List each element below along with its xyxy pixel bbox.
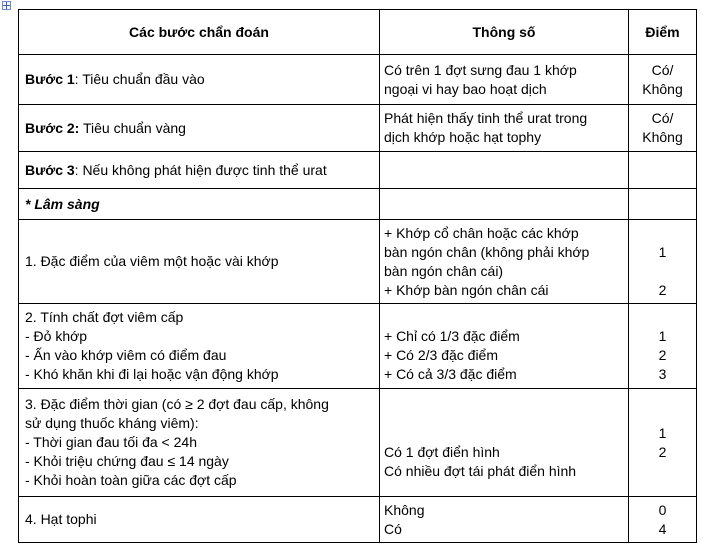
step2-score-line: Có/ (651, 110, 674, 126)
item3-param: Có nhiều đợt tái phát điển hình (384, 462, 577, 479)
step1-text: : Tiêu chuẩn đầu vào (74, 71, 205, 87)
clinical-title: * Lâm sàng (25, 195, 100, 212)
step1-score-line: Có/ (651, 61, 674, 78)
item2-line: - Đỏ khớp (25, 328, 88, 344)
item1-cell: 1. Đặc điểm của viêm một hoặc vài khớp (19, 220, 380, 304)
step1-score (629, 55, 697, 105)
item3-params (380, 389, 629, 497)
step2-label: Bước 2: (25, 119, 80, 136)
item4-score: 4 (658, 520, 667, 537)
item2-line: 2. Tính chất đợt viêm cấp (25, 309, 184, 325)
step2-score-line: Không (642, 129, 683, 145)
item2-param: + Có cả 3/3 đặc điểm (384, 366, 517, 382)
step1-label: Bước 1 (25, 71, 75, 87)
table-move-handle-icon[interactable] (2, 1, 11, 10)
item4-score: 0 (658, 501, 667, 518)
item2-params (380, 304, 629, 389)
item2-cell (19, 304, 380, 389)
item3-cell (19, 389, 380, 497)
header-diagnosis-steps: Các bước chẩn đoán (19, 10, 380, 55)
item4-param: Có (384, 520, 402, 537)
item3-line: 3. Đặc điểm thời gian (có ≥ 2 đợt đau cấp, không (25, 396, 329, 412)
table-row-step3 (19, 152, 697, 189)
item1-params (380, 220, 629, 304)
header-score: Điểm (629, 10, 697, 55)
table-row-clinical (19, 189, 697, 220)
item1-param-line: bàn ngón chân (không phải khớp (384, 243, 590, 260)
table-row-item3 (19, 389, 697, 497)
clinical-score (629, 189, 697, 220)
step2-param-line: Phát hiện thấy tinh thể urat trong (384, 110, 588, 126)
item2-score: 3 (658, 366, 667, 382)
item3-param: Có 1 đợt điển hình (384, 443, 500, 460)
item2-line: - Ấn vào khớp viêm có điểm đau (25, 347, 227, 363)
item3-line: - Khỏi triệu chứng đau ≤ 14 ngày (25, 453, 229, 469)
step1-param-line: ngoại vi hay bao hoạt dịch (384, 80, 547, 97)
table-row-item4 (19, 497, 697, 543)
step2-params (380, 105, 629, 152)
table-header-row (19, 10, 697, 55)
step2-score (629, 105, 697, 152)
item2-line: - Khó khăn khi đi lại hoặc vận động khớp (25, 366, 279, 382)
step1-cell (19, 55, 380, 105)
item3-score: 1 (658, 424, 667, 441)
item2-param: + Chỉ có 1/3 đặc điểm (384, 328, 520, 344)
clinical-params (380, 189, 629, 220)
item4-param: Không (384, 501, 425, 518)
item3-line: - Khỏi hoàn toàn giữa các đợt cấp (25, 472, 237, 488)
item4-cell: 4. Hạt tophi (19, 497, 380, 543)
step3-text: : Nếu không phát hiện được tinh thể urat (74, 161, 327, 178)
step1-param-line: Có trên 1 đợt sưng đau 1 khớp (384, 61, 577, 78)
clinical-cell (19, 189, 380, 220)
header-parameters: Thông số (380, 10, 629, 55)
step3-cell (19, 152, 380, 189)
step3-label: Bước 3 (25, 161, 75, 178)
table-row-step1 (19, 55, 697, 105)
step2-cell (19, 105, 380, 152)
gout-diagnosis-table (18, 9, 697, 543)
step1-params (380, 55, 629, 105)
table-row-step2 (19, 105, 697, 152)
item2-param: + Có 2/3 đặc điểm (384, 347, 499, 363)
item1-param-line: + Khớp cổ chân hoặc các khớp (384, 224, 579, 241)
item4-params (380, 497, 629, 543)
table-row-item1 (19, 220, 697, 304)
table-row-item2 (19, 304, 697, 389)
item3-line: - Thời gian đau tối đa < 24h (25, 434, 197, 450)
item3-score: 2 (658, 443, 667, 460)
step2-text: Tiêu chuẩn vàng (79, 119, 186, 136)
item1-score: 2 (658, 281, 667, 298)
item1-scores (629, 220, 697, 304)
item2-score: 2 (658, 347, 667, 363)
item2-score: 1 (658, 328, 667, 344)
item1-score: 1 (658, 243, 667, 260)
step1-score-line: Không (642, 80, 683, 97)
step2-param-line: dịch khớp hoặc hạt tophy (384, 129, 542, 145)
item3-line: sử dụng thuốc kháng viêm): (25, 415, 199, 431)
item4-scores (629, 497, 697, 543)
item3-scores (629, 389, 697, 497)
item2-scores (629, 304, 697, 389)
item1-param-line: bàn ngón chân cái) (384, 262, 504, 279)
step3-params (380, 152, 629, 189)
item1-param-line: + Khớp bàn ngón chân cái (384, 281, 549, 298)
step3-score (629, 152, 697, 189)
